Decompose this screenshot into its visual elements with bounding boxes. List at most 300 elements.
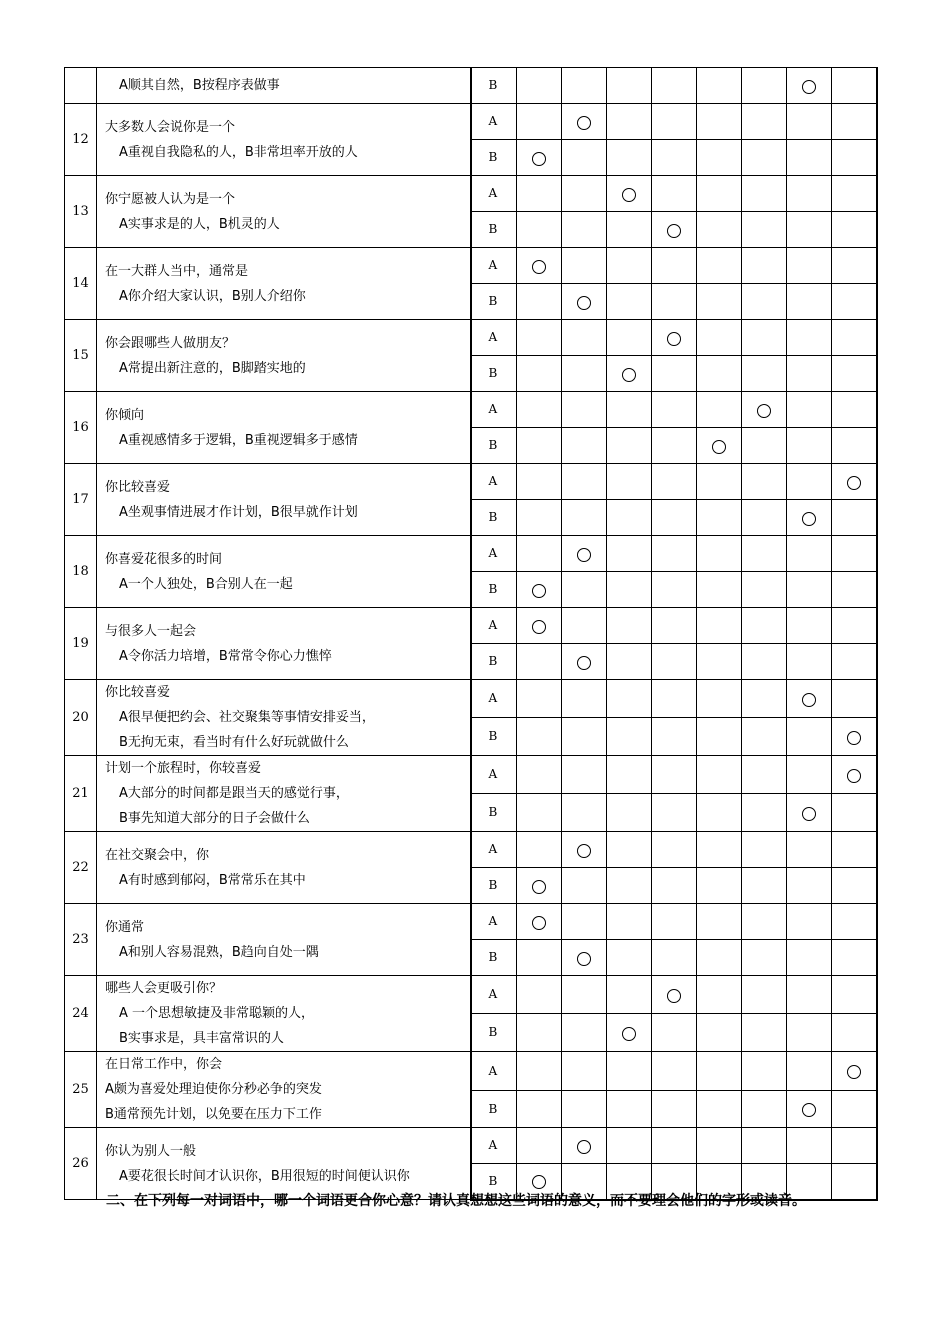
answer-a-score-cell-8[interactable] — [832, 608, 877, 644]
answer-b-score-cell-6[interactable] — [742, 140, 787, 176]
answer-b-score-cell-1[interactable] — [517, 212, 562, 248]
answer-b-score-cell-3[interactable] — [607, 868, 652, 904]
answer-a-score-cell-7[interactable] — [787, 976, 832, 1014]
answer-b-score-cell-5[interactable] — [697, 1091, 742, 1128]
answer-b-score-cell-4[interactable] — [652, 212, 697, 248]
question-number: 26 — [65, 1128, 97, 1200]
answer-a-score-cell-7[interactable] — [787, 832, 832, 868]
answer-b-score-cell-2[interactable] — [562, 284, 607, 320]
answer-a-score-cell-2[interactable] — [562, 320, 607, 356]
answer-b-score-cell-8[interactable] — [832, 68, 877, 104]
question-option-line: A颇为喜爱处理迫使你分秒必争的突发 — [105, 1082, 322, 1097]
answer-a-score-cell-2[interactable] — [562, 248, 607, 284]
answer-b-score-cell-5[interactable] — [697, 428, 742, 464]
question-option-line: A要花很长时间才认识你，B用很短的时间便认识你 — [119, 1168, 410, 1184]
answer-a-score-cell-5[interactable] — [697, 320, 742, 356]
question-text — [97, 248, 471, 320]
answer-a-score-cell-4[interactable] — [652, 176, 697, 212]
answer-b-score-cell-8[interactable] — [832, 940, 877, 976]
question-option-line: B通常预先计划，以免要在压力下工作 — [105, 1107, 322, 1122]
answer-b-score-cell-4[interactable] — [652, 940, 697, 976]
answer-b-score-cell-2[interactable] — [562, 1091, 607, 1128]
answer-a-score-cell-5[interactable] — [697, 464, 742, 500]
answer-b-score-cell-1[interactable] — [517, 500, 562, 536]
question-number: 15 — [65, 320, 97, 392]
answer-b-score-cell-3[interactable] — [607, 1014, 652, 1052]
answer-a-score-cell-7[interactable] — [787, 104, 832, 140]
answer-a-score-cell-6[interactable] — [742, 832, 787, 868]
answer-b-score-cell-5[interactable] — [697, 644, 742, 680]
answer-b-score-cell-5[interactable] — [697, 940, 742, 976]
answer-a-score-cell-7[interactable] — [787, 320, 832, 356]
answer-b-score-cell-7[interactable] — [787, 940, 832, 976]
question-text — [97, 756, 471, 832]
answer-a-score-cell-2[interactable] — [562, 1128, 607, 1164]
answer-b-score-cell-8[interactable] — [832, 356, 877, 392]
answer-b-score-cell-6[interactable] — [742, 68, 787, 104]
answer-a-score-cell-1[interactable] — [517, 832, 562, 868]
question-text — [97, 392, 471, 464]
a-option-label: A — [471, 392, 517, 428]
answer-b-score-cell-5[interactable] — [697, 284, 742, 320]
answer-a-score-cell-3[interactable] — [607, 392, 652, 428]
answer-b-score-cell-4[interactable] — [652, 356, 697, 392]
answer-a-score-cell-1[interactable] — [517, 1052, 562, 1091]
answer-b-score-cell-2[interactable] — [562, 718, 607, 756]
answer-a-score-cell-6[interactable] — [742, 104, 787, 140]
answer-b-score-cell-6[interactable] — [742, 794, 787, 832]
answer-a-score-cell-1[interactable] — [517, 464, 562, 500]
answer-a-score-cell-4[interactable] — [652, 832, 697, 868]
answer-b-score-cell-2[interactable] — [562, 1014, 607, 1052]
question-stem: 你通常 — [105, 919, 145, 935]
answer-a-score-cell-8[interactable] — [832, 320, 877, 356]
answer-a-score-cell-8[interactable] — [832, 464, 877, 500]
question-text — [97, 1052, 471, 1128]
answer-b-score-cell-1[interactable] — [517, 644, 562, 680]
question-option-line: A实事求是的人，B机灵的人 — [119, 216, 280, 232]
answer-b-score-cell-7[interactable] — [787, 1091, 832, 1128]
answer-a-score-cell-4[interactable] — [652, 756, 697, 794]
b-option-label: B — [471, 1091, 517, 1128]
answer-a-score-cell-7[interactable] — [787, 1128, 832, 1164]
answer-b-score-cell-5[interactable] — [697, 572, 742, 608]
answer-a-score-cell-1[interactable] — [517, 248, 562, 284]
answer-b-score-cell-1[interactable] — [517, 794, 562, 832]
answer-a-score-cell-5[interactable] — [697, 756, 742, 794]
answer-b-score-cell-4[interactable] — [652, 794, 697, 832]
answer-a-score-cell-3[interactable] — [607, 680, 652, 718]
answer-a-score-cell-8[interactable] — [832, 536, 877, 572]
section-two-instruction: 二、在下列每一对词语中，哪一个词语更合你心意？请认真想想这些词语的意义，而不要理会他们的字形或读音。 — [106, 1193, 806, 1209]
answer-b-score-cell-2[interactable] — [562, 500, 607, 536]
answer-b-score-cell-3[interactable] — [607, 140, 652, 176]
question-option-line: A 一个思想敏捷及非常聪颖的人， — [119, 1006, 315, 1021]
answer-a-score-cell-2[interactable] — [562, 756, 607, 794]
answer-a-score-cell-7[interactable] — [787, 904, 832, 940]
answer-b-score-cell-4[interactable] — [652, 868, 697, 904]
answer-a-score-cell-2[interactable] — [562, 392, 607, 428]
question-option-line: A有时感到郁闷，B常常乐在其中 — [119, 872, 306, 888]
question-number: 20 — [65, 680, 97, 756]
answer-a-score-cell-6[interactable] — [742, 976, 787, 1014]
answer-b-score-cell-7[interactable] — [787, 572, 832, 608]
answer-a-score-cell-2[interactable] — [562, 976, 607, 1014]
selected-circle-mark — [532, 152, 546, 166]
answer-a-score-cell-6[interactable] — [742, 1052, 787, 1091]
answer-a-score-cell-4[interactable] — [652, 976, 697, 1014]
answer-a-score-cell-7[interactable] — [787, 608, 832, 644]
answer-a-score-cell-4[interactable] — [652, 608, 697, 644]
answer-a-score-cell-8[interactable] — [832, 176, 877, 212]
a-option-label: A — [471, 1128, 517, 1164]
question-stem: 计划一个旅程时，你较喜爱 — [105, 761, 262, 776]
answer-b-score-cell-3[interactable] — [607, 718, 652, 756]
answer-b-score-cell-1[interactable] — [517, 68, 562, 104]
question-stem: 你会跟哪些人做朋友？ — [105, 335, 236, 351]
answer-a-score-cell-3[interactable] — [607, 1052, 652, 1091]
answer-a-score-cell-4[interactable] — [652, 104, 697, 140]
answer-b-score-cell-5[interactable] — [697, 718, 742, 756]
answer-b-score-cell-7[interactable] — [787, 68, 832, 104]
answer-a-score-cell-3[interactable] — [607, 608, 652, 644]
answer-b-score-cell-2[interactable] — [562, 68, 607, 104]
b-option-label: B — [471, 718, 517, 756]
answer-b-score-cell-3[interactable] — [607, 1091, 652, 1128]
answer-a-score-cell-4[interactable] — [652, 464, 697, 500]
answer-b-score-cell-3[interactable] — [607, 500, 652, 536]
answer-a-score-cell-5[interactable] — [697, 1128, 742, 1164]
answer-a-score-cell-4[interactable] — [652, 904, 697, 940]
question-option-line: A常提出新注意的，B脚踏实地的 — [119, 360, 306, 376]
question-stem: 在日常工作中，你会 — [105, 1057, 223, 1072]
answer-a-score-cell-3[interactable] — [607, 904, 652, 940]
answer-b-score-cell-6[interactable] — [742, 500, 787, 536]
answer-b-score-cell-4[interactable] — [652, 500, 697, 536]
question-number: 13 — [65, 176, 97, 248]
answer-b-score-cell-1[interactable] — [517, 428, 562, 464]
answer-a-score-cell-1[interactable] — [517, 536, 562, 572]
answer-b-score-cell-5[interactable] — [697, 212, 742, 248]
question-text — [97, 464, 471, 536]
answer-b-score-cell-7[interactable] — [787, 718, 832, 756]
selected-circle-mark — [667, 224, 681, 238]
answer-a-score-cell-8[interactable] — [832, 1052, 877, 1091]
answer-b-score-cell-6[interactable] — [742, 1091, 787, 1128]
answer-a-score-cell-6[interactable] — [742, 464, 787, 500]
answer-a-score-cell-6[interactable] — [742, 756, 787, 794]
answer-b-score-cell-7[interactable] — [787, 868, 832, 904]
answer-b-score-cell-4[interactable] — [652, 68, 697, 104]
answer-a-score-cell-5[interactable] — [697, 680, 742, 718]
answer-b-score-cell-7[interactable] — [787, 428, 832, 464]
answer-a-score-cell-3[interactable] — [607, 756, 652, 794]
question-number: 18 — [65, 536, 97, 608]
answer-a-score-cell-8[interactable] — [832, 104, 877, 140]
answer-b-score-cell-3[interactable] — [607, 428, 652, 464]
answer-a-score-cell-8[interactable] — [832, 1128, 877, 1164]
answer-a-score-cell-4[interactable] — [652, 392, 697, 428]
answer-a-score-cell-2[interactable] — [562, 832, 607, 868]
answer-a-score-cell-1[interactable] — [517, 976, 562, 1014]
answer-a-score-cell-4[interactable] — [652, 248, 697, 284]
answer-b-score-cell-2[interactable] — [562, 356, 607, 392]
table-row — [65, 680, 877, 718]
b-option-label: B — [471, 500, 517, 536]
answer-b-score-cell-8[interactable] — [832, 212, 877, 248]
answer-b-score-cell-2[interactable] — [562, 868, 607, 904]
answer-a-score-cell-5[interactable] — [697, 832, 742, 868]
answer-b-score-cell-4[interactable] — [652, 428, 697, 464]
answer-b-score-cell-8[interactable] — [832, 500, 877, 536]
answer-b-score-cell-2[interactable] — [562, 794, 607, 832]
answer-b-score-cell-4[interactable] — [652, 1091, 697, 1128]
question-option-line: B实事求是，具丰富常识的人 — [119, 1031, 284, 1046]
table-row — [65, 176, 877, 212]
question-text — [97, 68, 471, 104]
answer-a-score-cell-7[interactable] — [787, 464, 832, 500]
answer-a-score-cell-6[interactable] — [742, 680, 787, 718]
answer-a-score-cell-4[interactable] — [652, 1052, 697, 1091]
answer-b-score-cell-4[interactable] — [652, 1014, 697, 1052]
answer-b-score-cell-3[interactable] — [607, 644, 652, 680]
answer-a-score-cell-2[interactable] — [562, 536, 607, 572]
answer-a-score-cell-6[interactable] — [742, 392, 787, 428]
answer-b-score-cell-6[interactable] — [742, 644, 787, 680]
answer-b-score-cell-6[interactable] — [742, 212, 787, 248]
answer-b-score-cell-1[interactable] — [517, 140, 562, 176]
answer-b-score-cell-5[interactable] — [697, 356, 742, 392]
answer-a-score-cell-1[interactable] — [517, 392, 562, 428]
question-text — [97, 976, 471, 1052]
answer-b-score-cell-8[interactable] — [832, 868, 877, 904]
answer-b-score-cell-3[interactable] — [607, 940, 652, 976]
answer-b-score-cell-6[interactable] — [742, 1014, 787, 1052]
answer-a-score-cell-3[interactable] — [607, 320, 652, 356]
answer-a-score-cell-6[interactable] — [742, 1128, 787, 1164]
answer-a-score-cell-1[interactable] — [517, 1128, 562, 1164]
table-row — [65, 1052, 877, 1091]
answer-a-score-cell-5[interactable] — [697, 1052, 742, 1091]
answer-a-score-cell-8[interactable] — [832, 680, 877, 718]
answer-b-score-cell-8[interactable] — [832, 794, 877, 832]
question-stem: 大多数人会说你是一个 — [105, 119, 236, 135]
answer-b-score-cell-5[interactable] — [697, 868, 742, 904]
question-stem: 你宁愿被人认为是一个 — [105, 191, 236, 207]
answer-a-score-cell-7[interactable] — [787, 680, 832, 718]
answer-a-score-cell-4[interactable] — [652, 680, 697, 718]
answer-a-score-cell-6[interactable] — [742, 248, 787, 284]
answer-a-score-cell-1[interactable] — [517, 104, 562, 140]
answer-b-score-cell-6[interactable] — [742, 868, 787, 904]
answer-a-score-cell-3[interactable] — [607, 1128, 652, 1164]
answer-b-score-cell-1[interactable] — [517, 718, 562, 756]
answer-b-score-cell-8[interactable] — [832, 1014, 877, 1052]
question-text — [97, 904, 471, 976]
answer-a-score-cell-1[interactable] — [517, 320, 562, 356]
answer-a-score-cell-4[interactable] — [652, 1128, 697, 1164]
answer-a-score-cell-6[interactable] — [742, 320, 787, 356]
answer-b-score-cell-1[interactable] — [517, 868, 562, 904]
a-option-label: A — [471, 608, 517, 644]
question-option-line: B无拘无束，看当时有什么好玩就做什么 — [119, 735, 349, 750]
answer-b-score-cell-6[interactable] — [742, 572, 787, 608]
answer-a-score-cell-1[interactable] — [517, 904, 562, 940]
answer-b-score-cell-4[interactable] — [652, 718, 697, 756]
answer-b-score-cell-2[interactable] — [562, 940, 607, 976]
answer-b-score-cell-2[interactable] — [562, 212, 607, 248]
answer-a-score-cell-8[interactable] — [832, 832, 877, 868]
answer-a-score-cell-6[interactable] — [742, 536, 787, 572]
answer-b-score-cell-7[interactable] — [787, 794, 832, 832]
answer-b-score-cell-7[interactable] — [787, 1014, 832, 1052]
answer-b-score-cell-8[interactable] — [832, 284, 877, 320]
answer-a-score-cell-7[interactable] — [787, 536, 832, 572]
answer-a-score-cell-4[interactable] — [652, 320, 697, 356]
answer-a-score-cell-1[interactable] — [517, 176, 562, 212]
answer-a-score-cell-5[interactable] — [697, 392, 742, 428]
answer-b-score-cell-5[interactable] — [697, 1014, 742, 1052]
answer-a-score-cell-5[interactable] — [697, 104, 742, 140]
answer-b-score-cell-4[interactable] — [652, 644, 697, 680]
answer-a-score-cell-2[interactable] — [562, 1052, 607, 1091]
selected-circle-mark — [802, 693, 816, 707]
answer-b-score-cell-8[interactable] — [832, 140, 877, 176]
answer-a-score-cell-3[interactable] — [607, 976, 652, 1014]
answer-b-score-cell-1[interactable] — [517, 284, 562, 320]
answer-b-score-cell-3[interactable] — [607, 212, 652, 248]
table-row — [65, 392, 877, 428]
answer-a-score-cell-5[interactable] — [697, 248, 742, 284]
selected-circle-mark — [802, 1103, 816, 1117]
question-number: 17 — [65, 464, 97, 536]
answer-a-score-cell-2[interactable] — [562, 176, 607, 212]
answer-a-score-cell-8[interactable] — [832, 904, 877, 940]
selected-circle-mark — [532, 880, 546, 894]
answer-b-score-cell-6[interactable] — [742, 718, 787, 756]
question-stem: 你喜爱花很多的时间 — [105, 551, 223, 567]
answer-b-score-cell-2[interactable] — [562, 572, 607, 608]
question-number: 19 — [65, 608, 97, 680]
answer-b-score-cell-6[interactable] — [742, 356, 787, 392]
answer-a-score-cell-2[interactable] — [562, 608, 607, 644]
answer-a-score-cell-2[interactable] — [562, 680, 607, 718]
answer-a-score-cell-6[interactable] — [742, 608, 787, 644]
question-number: 16 — [65, 392, 97, 464]
answer-a-score-cell-7[interactable] — [787, 1052, 832, 1091]
answer-b-score-cell-8[interactable] — [832, 718, 877, 756]
b-option-label: B — [471, 644, 517, 680]
b-option-label: B — [471, 1014, 517, 1052]
selected-circle-mark — [802, 807, 816, 821]
answer-b-score-cell-5[interactable] — [697, 500, 742, 536]
answer-a-score-cell-1[interactable] — [517, 756, 562, 794]
question-option-line: A重视自我隐私的人，B非常坦率开放的人 — [119, 144, 358, 160]
answer-a-score-cell-8[interactable] — [832, 248, 877, 284]
answer-b-score-cell-1[interactable] — [517, 1014, 562, 1052]
answer-b-score-cell-3[interactable] — [607, 572, 652, 608]
b-option-label: B — [471, 868, 517, 904]
answer-b-score-cell-7[interactable] — [787, 500, 832, 536]
answer-b-score-cell-7[interactable] — [787, 356, 832, 392]
answer-b-score-cell-4[interactable] — [652, 572, 697, 608]
answer-b-score-cell-1[interactable] — [517, 572, 562, 608]
answer-a-score-cell-5[interactable] — [697, 608, 742, 644]
answer-b-score-cell-7[interactable] — [787, 140, 832, 176]
answer-a-score-cell-7[interactable] — [787, 392, 832, 428]
answer-b-score-cell-1[interactable] — [517, 356, 562, 392]
answer-b-score-cell-4[interactable] — [652, 284, 697, 320]
answer-b-score-cell-3[interactable] — [607, 794, 652, 832]
answer-b-score-cell-7[interactable] — [787, 284, 832, 320]
answer-b-score-cell-8[interactable] — [832, 572, 877, 608]
answer-a-score-cell-3[interactable] — [607, 176, 652, 212]
answer-a-score-cell-1[interactable] — [517, 608, 562, 644]
answer-a-score-cell-2[interactable] — [562, 464, 607, 500]
answer-a-score-cell-5[interactable] — [697, 976, 742, 1014]
answer-b-score-cell-6[interactable] — [742, 428, 787, 464]
answer-b-score-cell-2[interactable] — [562, 428, 607, 464]
answer-a-score-cell-3[interactable] — [607, 104, 652, 140]
answer-b-score-cell-6[interactable] — [742, 940, 787, 976]
answer-a-score-cell-6[interactable] — [742, 176, 787, 212]
answer-a-score-cell-2[interactable] — [562, 904, 607, 940]
answer-a-score-cell-8[interactable] — [832, 392, 877, 428]
question-number: 12 — [65, 104, 97, 176]
answer-a-score-cell-4[interactable] — [652, 536, 697, 572]
answer-b-score-cell-5[interactable] — [697, 794, 742, 832]
answer-a-score-cell-5[interactable] — [697, 904, 742, 940]
answer-a-score-cell-2[interactable] — [562, 104, 607, 140]
answer-b-score-cell-8[interactable] — [832, 428, 877, 464]
answer-a-score-cell-7[interactable] — [787, 176, 832, 212]
answer-b-score-cell-1[interactable] — [517, 940, 562, 976]
answer-a-score-cell-7[interactable] — [787, 248, 832, 284]
answer-b-score-cell-3[interactable] — [607, 68, 652, 104]
question-option-line: B事先知道大部分的日子会做什么 — [119, 811, 310, 826]
answer-b-score-cell-5[interactable] — [697, 140, 742, 176]
answer-a-score-cell-5[interactable] — [697, 176, 742, 212]
table-row — [65, 68, 877, 104]
answer-b-score-cell-4[interactable] — [652, 140, 697, 176]
answer-a-score-cell-8[interactable] — [832, 756, 877, 794]
answer-b-score-cell-1[interactable] — [517, 1091, 562, 1128]
answer-b-score-cell-8[interactable] — [832, 1091, 877, 1128]
answer-b-score-cell-7[interactable] — [787, 212, 832, 248]
answer-b-score-cell-2[interactable] — [562, 140, 607, 176]
answer-a-score-cell-6[interactable] — [742, 904, 787, 940]
answer-b-score-cell-5[interactable] — [697, 68, 742, 104]
answer-b-score-cell-2[interactable] — [562, 644, 607, 680]
answer-a-score-cell-3[interactable] — [607, 832, 652, 868]
answer-a-score-cell-3[interactable] — [607, 464, 652, 500]
a-option-label: A — [471, 248, 517, 284]
answer-b-score-cell-6[interactable] — [742, 284, 787, 320]
answer-b-score-cell-3[interactable] — [607, 356, 652, 392]
answer-a-score-cell-7[interactable] — [787, 756, 832, 794]
answer-a-score-cell-8[interactable] — [832, 976, 877, 1014]
question-text — [97, 832, 471, 904]
answer-a-score-cell-3[interactable] — [607, 248, 652, 284]
answer-a-score-cell-5[interactable] — [697, 536, 742, 572]
answer-b-score-cell-8[interactable] — [832, 644, 877, 680]
selected-circle-mark — [802, 512, 816, 526]
answer-a-score-cell-1[interactable] — [517, 680, 562, 718]
answer-b-score-cell-3[interactable] — [607, 284, 652, 320]
selected-circle-mark — [532, 620, 546, 634]
answer-b-score-cell-7[interactable] — [787, 644, 832, 680]
answer-a-score-cell-3[interactable] — [607, 536, 652, 572]
